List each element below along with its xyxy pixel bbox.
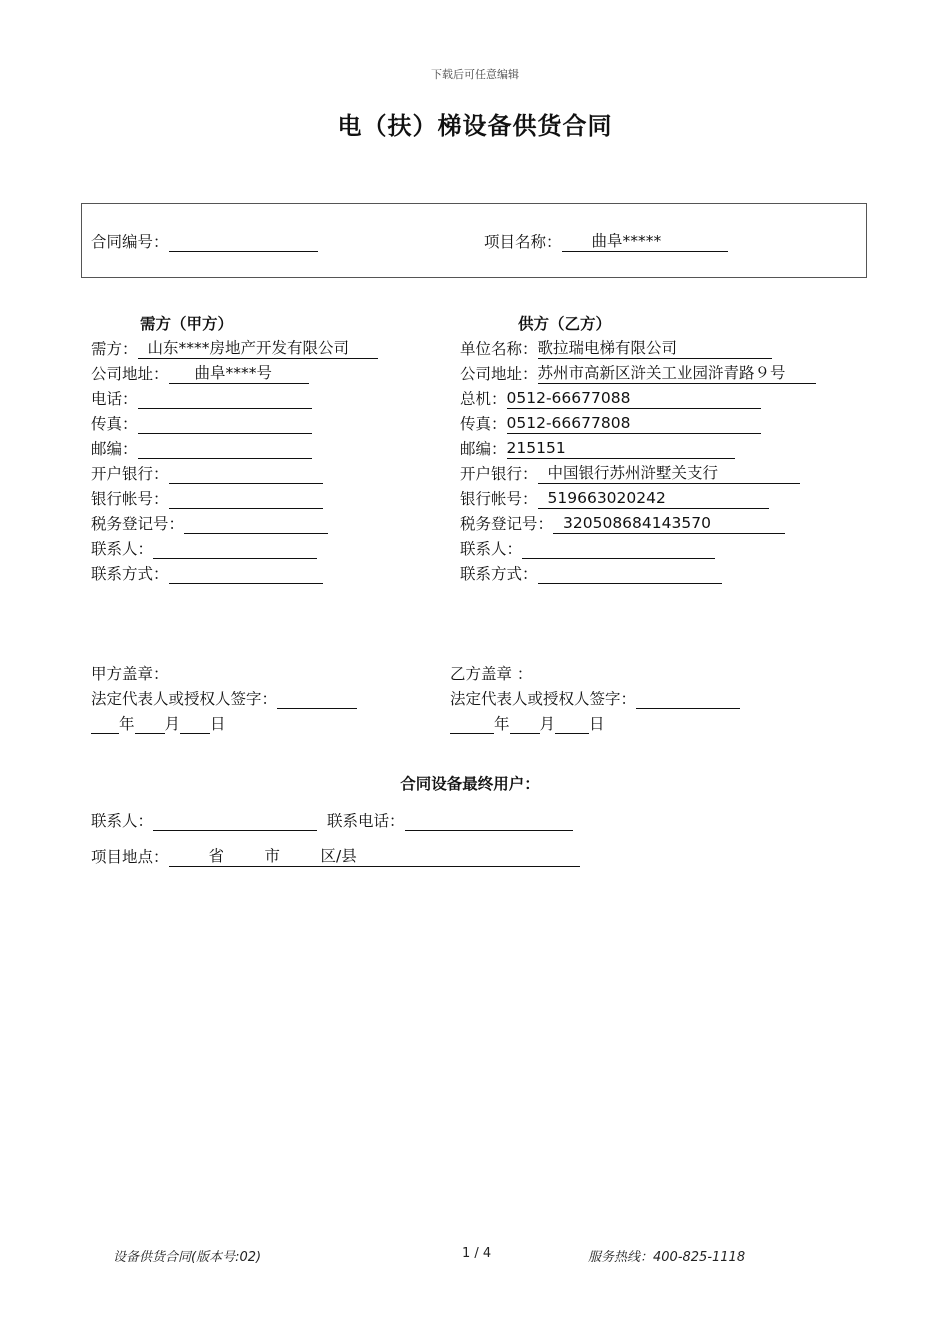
contract-no-label: 合同编号： (91, 233, 169, 251)
buyer-day-field[interactable] (180, 715, 210, 734)
buyer-field: 传真： (91, 414, 312, 434)
buyer-contact-method-field[interactable] (169, 565, 323, 584)
seller-sign-row: 法定代表人或授权人签字： (450, 689, 740, 709)
buyer-field: 税务登记号： (91, 514, 328, 534)
buyer-name-field[interactable]: 山东****房地产开发有限公司 (138, 340, 378, 359)
buyer-contact-field[interactable] (153, 540, 317, 559)
seller-year-field[interactable] (450, 715, 494, 734)
buyer-field: 联系人： (91, 539, 317, 559)
seller-field: 联系人： (460, 539, 715, 559)
buyer-month-field[interactable] (135, 715, 165, 734)
buyer-year-field[interactable] (91, 715, 119, 734)
document-title: 电（扶）梯设备供货合同 (337, 112, 613, 140)
project-name-label: 项目名称： (484, 233, 562, 251)
seller-heading: 供方（乙方） (518, 315, 612, 333)
seller-seal-label: 乙方盖章 ： (450, 665, 533, 683)
project-name-field[interactable] (562, 233, 728, 252)
seller-zip-field[interactable]: 215151 (507, 440, 735, 459)
buyer-fax-field[interactable] (138, 415, 312, 434)
seller-field: 银行帐号： 519663020242 (460, 489, 769, 509)
seller-fax-field[interactable]: 0512-66677808 (507, 415, 761, 434)
seller-account-field[interactable]: 519663020242 (538, 490, 769, 509)
contract-no-row (91, 232, 318, 252)
buyer-field: 需方： 山东****房地产开发有限公司 (91, 339, 378, 359)
buyer-field: 邮编： (91, 439, 312, 459)
seller-contact-method-field[interactable] (538, 565, 722, 584)
seller-address-field[interactable]: 苏州市高新区浒关工业园浒青路９号 (538, 365, 816, 384)
seller-date-row: 年 月 日 (450, 714, 605, 734)
footer-hotline: 服务热线：400-825-1118 (588, 1250, 746, 1265)
seller-field: 公司地址： 苏州市高新区浒关工业园浒青路９号 (460, 364, 816, 384)
buyer-seal-label: 甲方盖章： (91, 665, 169, 683)
buyer-heading: 需方（甲方） (140, 315, 234, 333)
end-user-phone-field[interactable] (405, 812, 573, 831)
buyer-field: 开户银行： (91, 464, 323, 484)
project-name-value: 曲阜***** (591, 232, 662, 250)
seller-field: 传真： 0512-66677808 (460, 414, 761, 434)
header-note: 下载后可任意编辑 (431, 68, 519, 81)
seller-day-field[interactable] (555, 715, 589, 734)
end-user-contact-field[interactable] (153, 812, 317, 831)
buyer-field: 公司地址： 曲阜****号 (91, 364, 309, 384)
buyer-sign-field[interactable] (277, 690, 357, 709)
buyer-bank-field[interactable] (169, 465, 323, 484)
seller-field: 单位名称： 歌拉瑞电梯有限公司 (460, 339, 772, 359)
footer-page-number: 1 / 4 (462, 1246, 492, 1261)
seller-month-field[interactable] (510, 715, 540, 734)
buyer-address-field[interactable]: 曲阜****号 (169, 365, 309, 384)
footer-version: 设备供货合同(版本号:02) (113, 1250, 262, 1265)
buyer-date-row: 年 月 日 (91, 714, 226, 734)
buyer-field: 银行帐号： (91, 489, 323, 509)
contract-no-field[interactable] (169, 233, 318, 252)
seller-name-field[interactable]: 歌拉瑞电梯有限公司 (538, 340, 772, 359)
seller-bank-field[interactable]: 中国银行苏州浒墅关支行 (538, 465, 800, 484)
end-user-heading: 合同设备最终用户： (400, 775, 540, 793)
buyer-sign-row: 法定代表人或授权人签字： (91, 689, 357, 709)
buyer-field: 联系方式： (91, 564, 323, 584)
seller-tax-field[interactable]: 320508684143570 (553, 515, 785, 534)
buyer-field: 电话： (91, 389, 312, 409)
seller-field: 邮编： 215151 (460, 439, 735, 459)
seller-contact-field[interactable] (522, 540, 715, 559)
seller-field: 开户银行： 中国银行苏州浒墅关支行 (460, 464, 800, 484)
end-user-contact-row: 联系人： 联系电话： (91, 811, 573, 831)
seller-phone-field[interactable]: 0512-66677088 (507, 390, 761, 409)
seller-field: 总机： 0512-66677088 (460, 389, 761, 409)
project-location-field[interactable]: 省 市 区/县 (169, 848, 580, 867)
seller-field: 联系方式： (460, 564, 722, 584)
buyer-account-field[interactable] (169, 490, 323, 509)
buyer-phone-field[interactable] (138, 390, 312, 409)
buyer-zip-field[interactable] (138, 440, 312, 459)
seller-field: 税务登记号： 320508684143570 (460, 514, 785, 534)
buyer-tax-field[interactable] (184, 515, 328, 534)
project-name-row (484, 232, 728, 252)
seller-sign-field[interactable] (636, 690, 740, 709)
project-location-row: 项目地点： 省 市 区/县 (91, 847, 580, 867)
